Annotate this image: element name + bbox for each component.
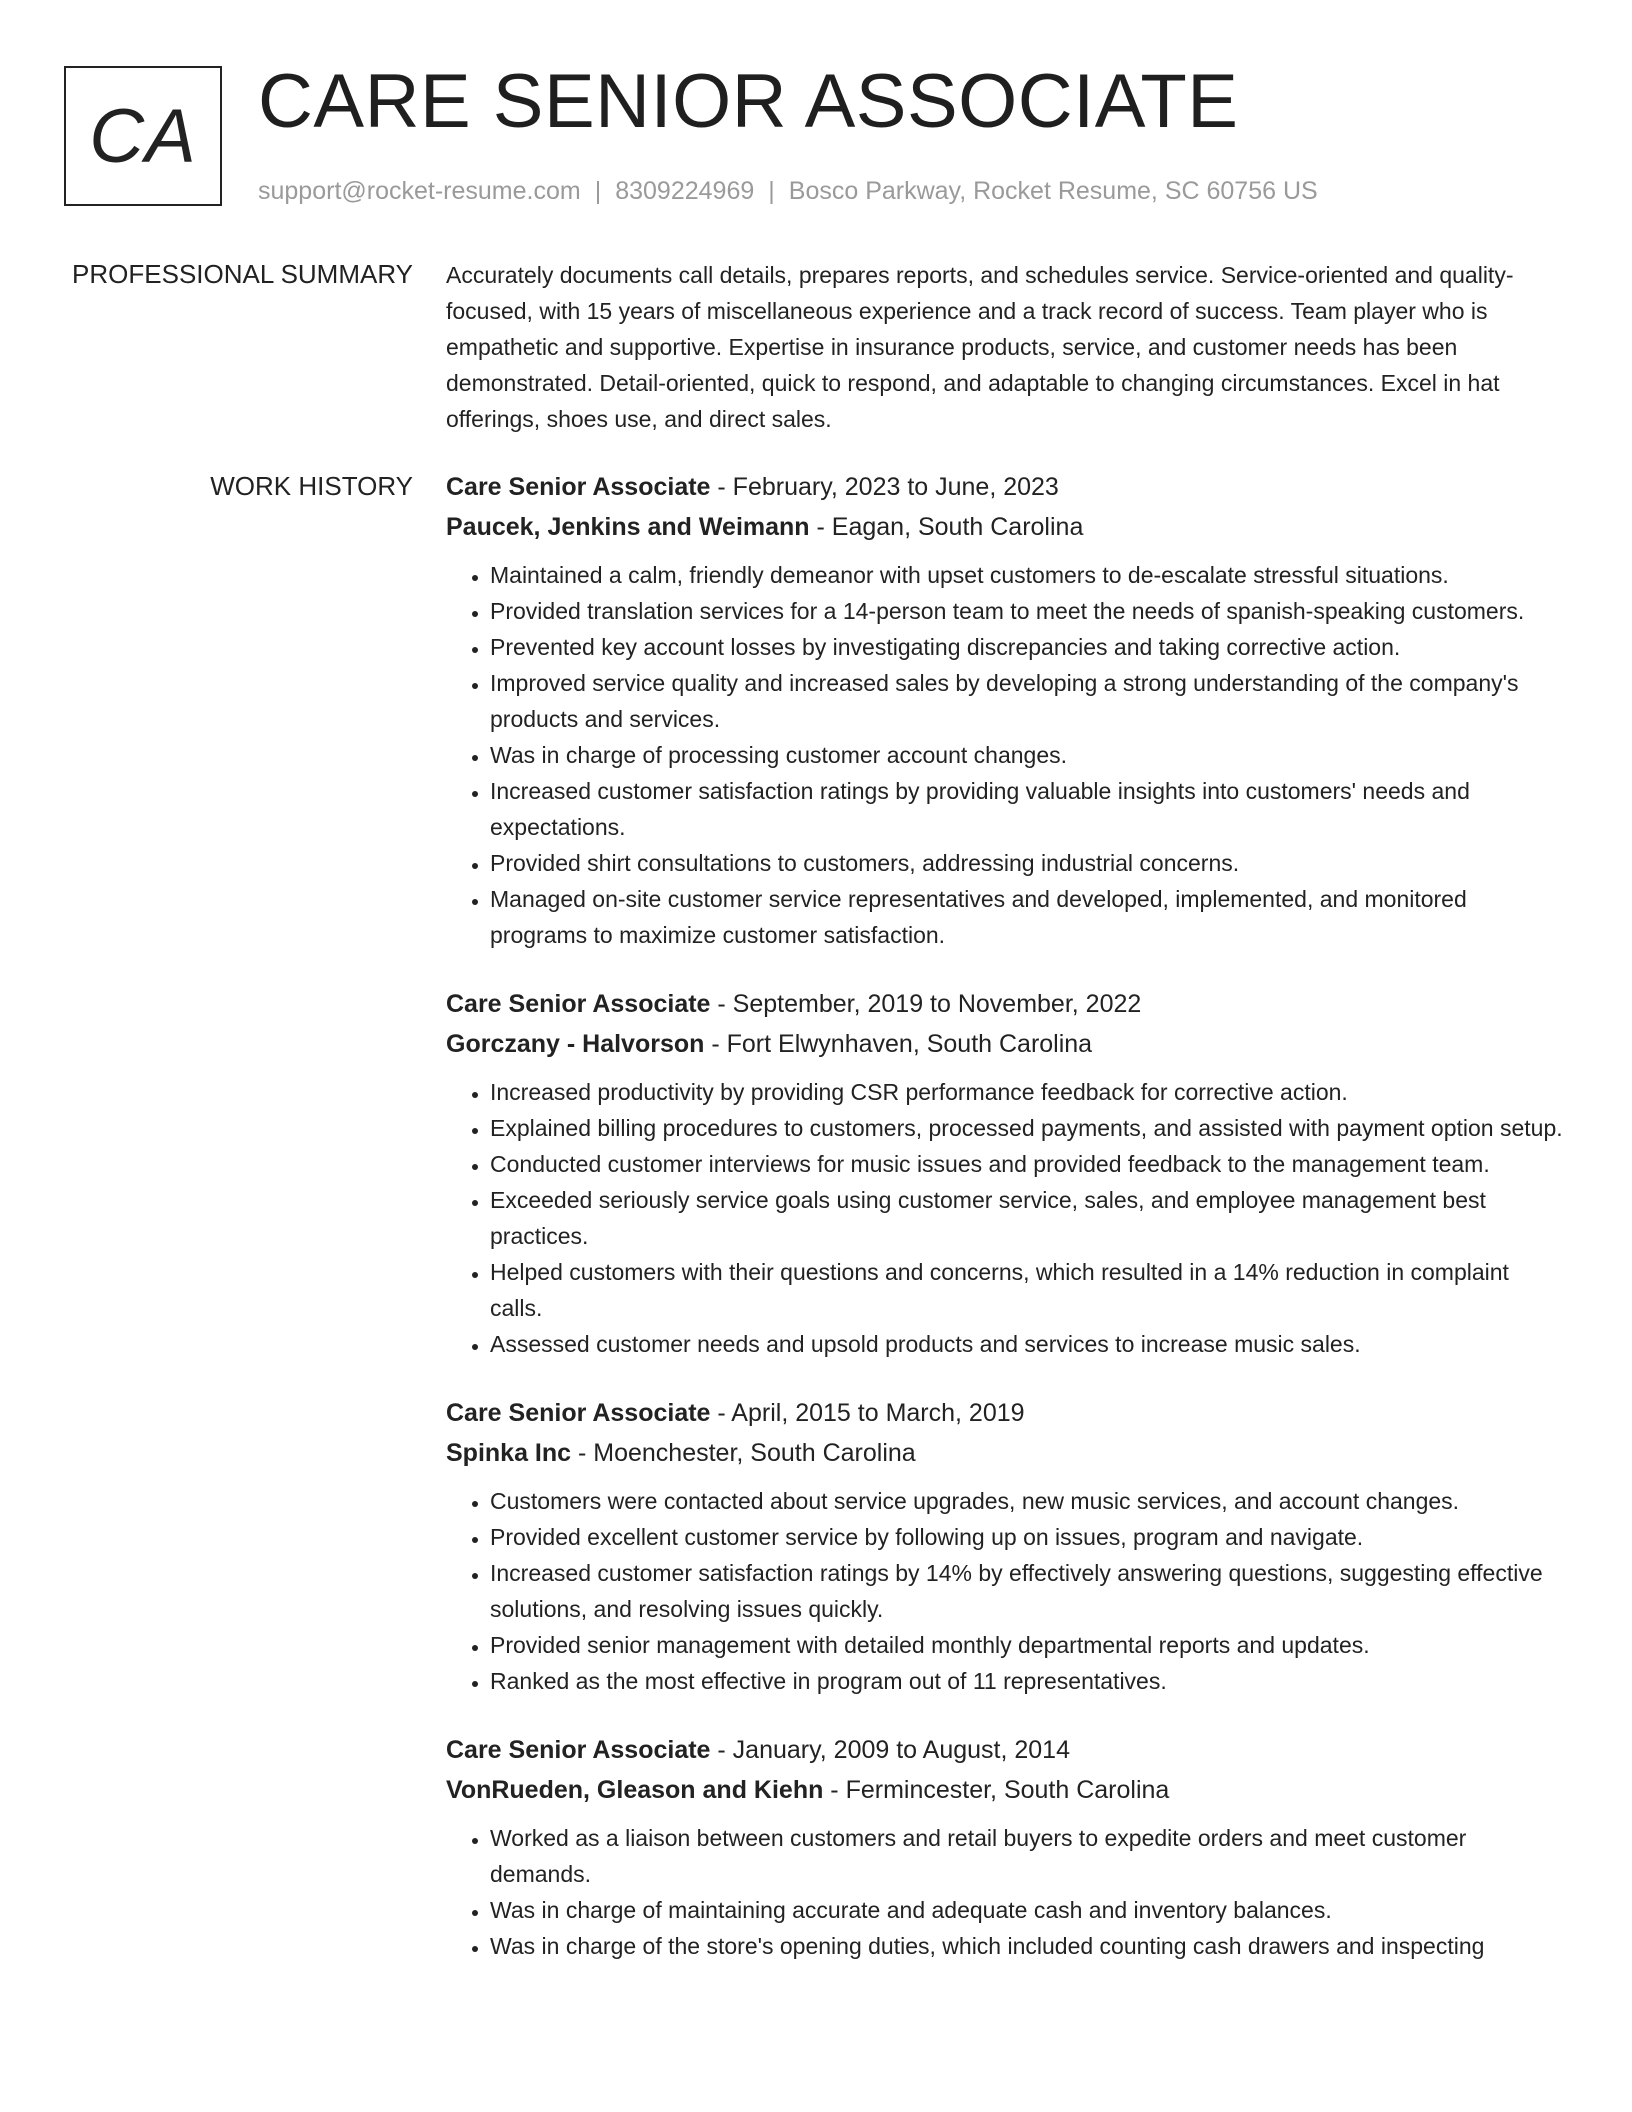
job-bullet-list xyxy=(446,1074,1566,1362)
job-bullet-list xyxy=(446,557,1566,953)
contact-line xyxy=(258,175,1318,207)
summary-section xyxy=(446,257,1566,437)
job-bullet: • Exceeded seriously service goals using customer service, sales, and employee management best practices. xyxy=(490,1182,1566,1254)
contact-phone[interactable]: 8309224969 xyxy=(615,177,755,205)
job-bullet: • Was in charge of the store's opening duties, which included counting cash drawers and inspecting xyxy=(490,1928,1566,1964)
job-entry xyxy=(446,984,1566,1362)
summary-text: Accurately documents call details, prepares reports, and schedules service. Service-oriented and quality-focused, with 15 years of miscellaneous experience and a track record of success. Team player who is empathetic and supportive. Expertise in insurance products, service, and customer needs has been demonstrated. Detail-oriented, quick to respond, and adaptable to changing circumstances. Excel in hat offerings, shoes use, and direct sales. xyxy=(446,262,1514,432)
job-title-line xyxy=(446,1730,1566,1770)
job-location: - Moenchester, South Carolina xyxy=(571,1439,916,1467)
job-bullet: • Explained billing procedures to customers, processed payments, and assisted with payment option setup. xyxy=(490,1110,1566,1146)
section-label-summary: PROFESSIONAL SUMMARY xyxy=(72,259,413,289)
job-location: - Fort Elwynhaven, South Carolina xyxy=(704,1030,1093,1058)
job-location: - Fermincester, South Carolina xyxy=(823,1776,1170,1804)
job-bullet-list xyxy=(446,1483,1566,1699)
job-title-line xyxy=(446,1393,1566,1433)
job-bullet: • Assessed customer needs and upsold products and services to increase music sales. xyxy=(490,1326,1566,1362)
job-bullet: • Prevented key account losses by investigating discrepancies and taking corrective action. xyxy=(490,629,1566,665)
contact-address: Bosco Parkway, Rocket Resume, SC 60756 US xyxy=(788,177,1318,205)
job-bullet: • Increased productivity by providing CSR performance feedback for corrective action. xyxy=(490,1074,1566,1110)
job-entry xyxy=(446,467,1566,953)
job-bullet: • Improved service quality and increased sales by developing a strong understanding of the company's products and services. xyxy=(490,665,1566,737)
job-company-line xyxy=(446,507,1566,547)
contact-separator: | xyxy=(594,177,602,205)
contact-email[interactable]: support@rocket-resume.com xyxy=(258,177,581,205)
job-bullet: • Helped customers with their questions and concerns, which resulted in a 14% reduction in complaint calls. xyxy=(490,1254,1566,1326)
job-bullet: • Increased customer satisfaction ratings by providing valuable insights into customers' needs and expectations. xyxy=(490,773,1566,845)
job-company-line xyxy=(446,1770,1566,1810)
job-bullet: • Maintained a calm, friendly demeanor with upset customers to de-escalate stressful situations. xyxy=(490,557,1566,593)
job-company: VonRueden, Gleason and Kiehn xyxy=(446,1776,824,1804)
section-label-work-history: WORK HISTORY xyxy=(210,471,413,501)
job-bullet: • Managed on-site customer service representatives and developed, implemented, and monitored programs to maximize customer satisfaction. xyxy=(490,881,1566,953)
job-dates: - September, 2019 to November, 2022 xyxy=(710,990,1142,1018)
job-entry xyxy=(446,1393,1566,1699)
job-company: Gorczany - Halvorson xyxy=(446,1030,705,1058)
job-bullet: • Was in charge of processing customer account changes. xyxy=(490,737,1566,773)
job-bullet: • Worked as a liaison between customers and retail buyers to expedite orders and meet customer demands. xyxy=(490,1820,1566,1892)
job-dates: - April, 2015 to March, 2019 xyxy=(710,1399,1025,1427)
job-bullet: • Provided senior management with detailed monthly departmental reports and updates. xyxy=(490,1627,1566,1663)
job-title: Care Senior Associate xyxy=(446,990,711,1018)
job-company: Paucek, Jenkins and Weimann xyxy=(446,513,810,541)
job-entry xyxy=(446,1730,1566,1964)
job-bullet: • Provided shirt consultations to customers, addressing industrial concerns. xyxy=(490,845,1566,881)
job-bullet: • Was in charge of maintaining accurate and adequate cash and inventory balances. xyxy=(490,1892,1566,1928)
job-location: - Eagan, South Carolina xyxy=(809,513,1084,541)
job-company-line xyxy=(446,1433,1566,1473)
job-bullet: • Conducted customer interviews for music issues and provided feedback to the management team. xyxy=(490,1146,1566,1182)
work-history-section xyxy=(446,467,1566,1995)
job-title: Care Senior Associate xyxy=(446,1736,711,1764)
job-dates: - February, 2023 to June, 2023 xyxy=(710,473,1059,501)
job-dates: - January, 2009 to August, 2014 xyxy=(710,1736,1070,1764)
contact-separator: | xyxy=(768,177,775,205)
job-title: Care Senior Associate xyxy=(446,1399,711,1427)
job-bullet: • Provided translation services for a 14-person team to meet the needs of spanish-speaking customers. xyxy=(490,593,1566,629)
job-company: Spinka Inc xyxy=(446,1439,572,1467)
job-title-line xyxy=(446,467,1566,507)
job-bullet: • Ranked as the most effective in program out of 11 representatives. xyxy=(490,1663,1566,1699)
monogram-logo: CA xyxy=(64,66,222,206)
job-title: Care Senior Associate xyxy=(446,473,711,501)
job-bullet: • Customers were contacted about service upgrades, new music services, and account changes. xyxy=(490,1483,1566,1519)
job-bullet: • Provided excellent customer service by following up on issues, program and navigate. xyxy=(490,1519,1566,1555)
job-bullet-list xyxy=(446,1820,1566,1964)
job-title-line xyxy=(446,984,1566,1024)
job-bullet: • Increased customer satisfaction ratings by 14% by effectively answering questions, suggesting effective solutions, and resolving issues quickly. xyxy=(490,1555,1566,1627)
resume-title: CARE SENIOR ASSOCIATE xyxy=(258,59,1239,144)
job-company-line xyxy=(446,1024,1566,1064)
